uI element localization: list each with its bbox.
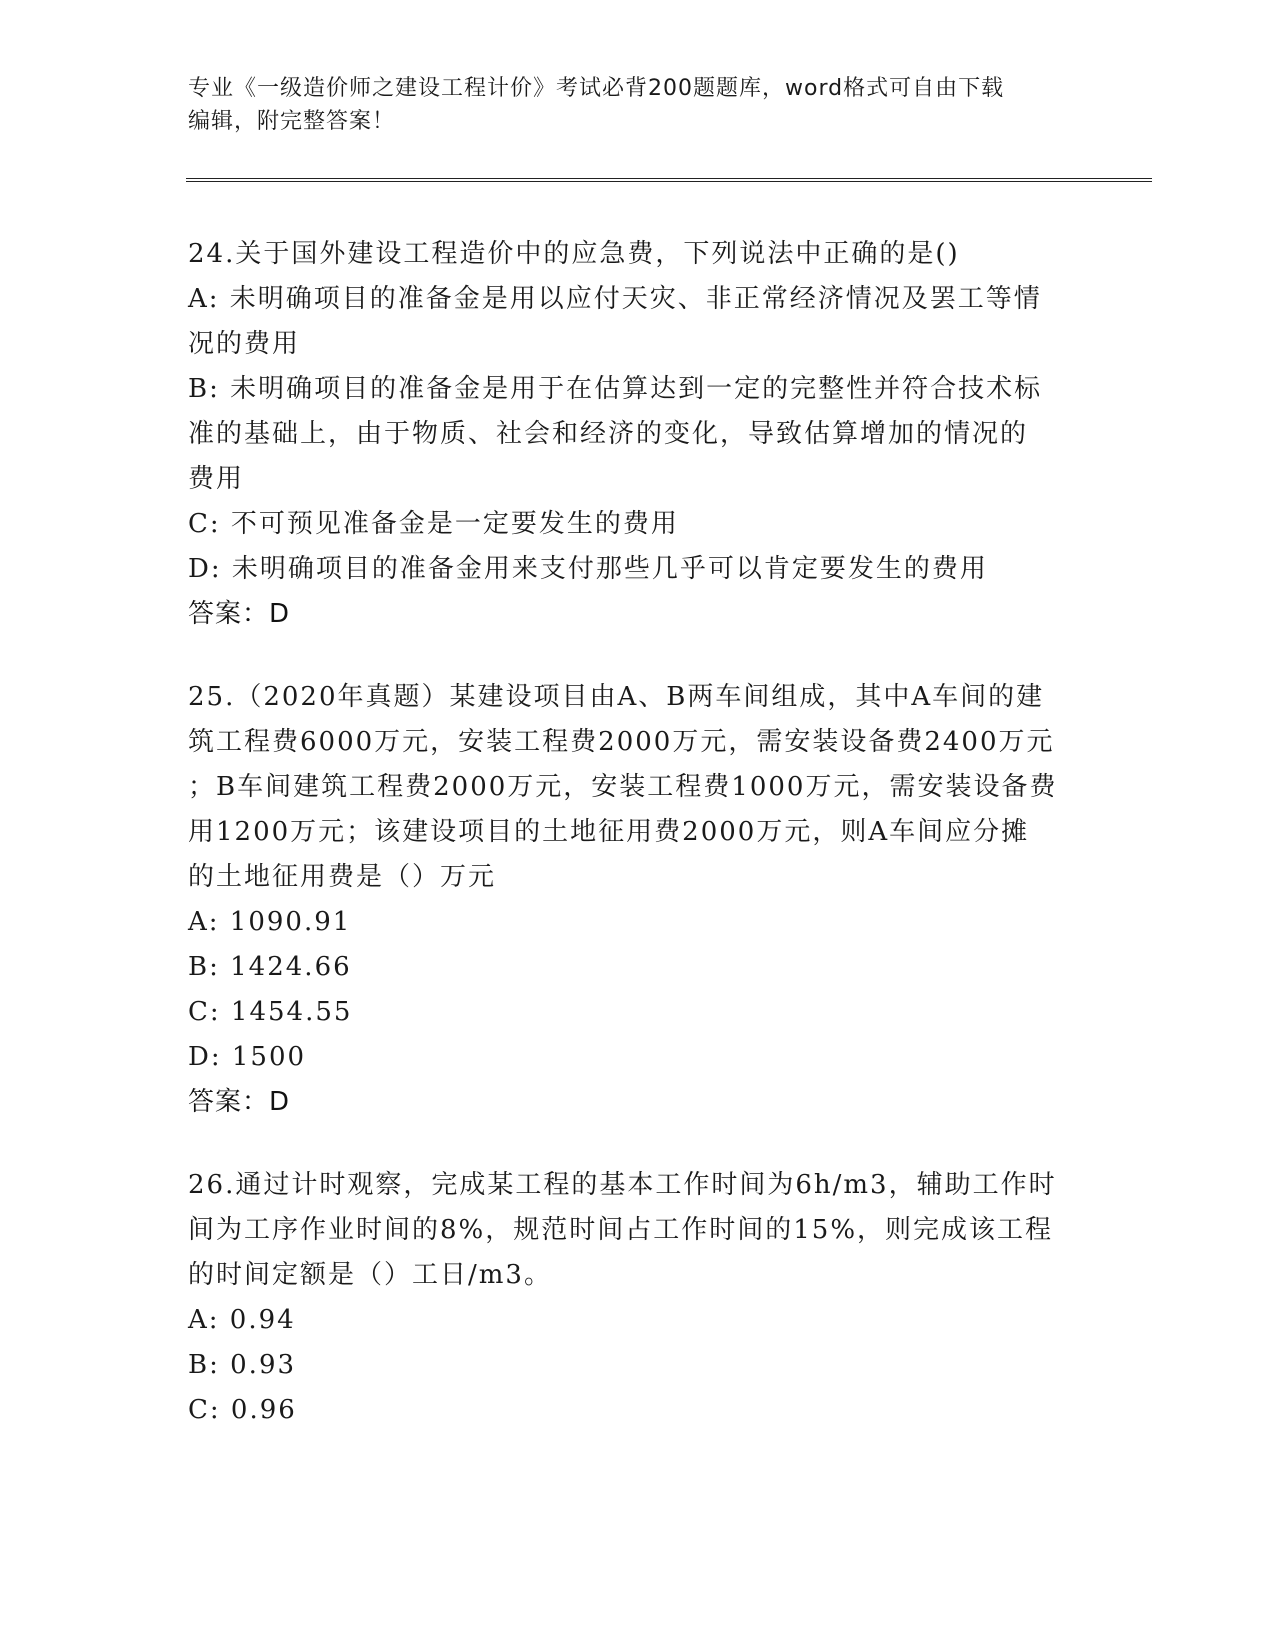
question-25: [188, 675, 1088, 1125]
answer-label: 答案：D: [188, 1087, 291, 1117]
option-c-line: C: 0.96: [188, 1395, 297, 1425]
header-divider: [186, 178, 1152, 182]
option-b-line: B: 未明确项目的准备金是用于在估算达到一定的完整性并符合技术标: [188, 374, 1043, 404]
option-a-line: A: 1090.91: [188, 907, 352, 937]
option-b-line: 准的基础上，由于物质、社会和经济的变化，导致估算增加的情况的: [188, 419, 1029, 449]
question-stem-line: 用1200万元；该建设项目的土地征用费2000万元，则A车间应分摊: [188, 817, 1030, 847]
option-b-line: B: 0.93: [188, 1350, 297, 1380]
option-d-line: D: 未明确项目的准备金用来支付那些几乎可以肯定要发生的费用: [188, 554, 988, 584]
answer-label: 答案：D: [188, 599, 291, 629]
question-stem-line: 26.通过计时观察，完成某工程的基本工作时间为6h/m3，辅助工作时: [188, 1170, 1057, 1200]
option-a-line: A: 0.94: [188, 1305, 296, 1335]
question-stem-line: 筑工程费6000万元，安装工程费2000万元，需安装设备费2400万元: [188, 727, 1055, 757]
question-stem-line: 间为工序作业时间的8%，规范时间占工作时间的15%，则完成该工程: [188, 1215, 1054, 1245]
document-header: [188, 72, 1068, 138]
option-a-line: A: 未明确项目的准备金是用以应付天灾、非正常经济情况及罢工等情: [188, 284, 1042, 314]
option-c-line: C: 1454.55: [188, 997, 353, 1027]
option-b-line: 费用: [188, 464, 245, 494]
option-b-line: B: 1424.66: [188, 952, 352, 982]
header-line-2: 编辑，附完整答案！: [188, 109, 396, 134]
question-stem-line: ；B车间建筑工程费2000万元，安装工程费1000万元，需安装设备费: [188, 772, 1058, 802]
question-stem-line: 的时间定额是（）工日/m3。: [188, 1260, 552, 1290]
question-list: [188, 232, 1088, 1471]
option-d-line: D: 1500: [188, 1042, 307, 1072]
header-line-1: 专业《一级造价师之建设工程计价》考试必背200题题库，word格式可自由下载: [188, 76, 1005, 101]
question-24: [188, 232, 1088, 637]
question-stem-line: 25.（2020年真题）某建设项目由A、B两车间组成，其中A车间的建: [188, 682, 1045, 712]
question-stem-line: 24.关于国外建设工程造价中的应急费，下列说法中正确的是(): [188, 239, 960, 269]
question-26: [188, 1163, 1088, 1433]
option-a-line: 况的费用: [188, 329, 301, 359]
option-c-line: C: 不可预见准备金是一定要发生的费用: [188, 509, 679, 539]
question-stem-line: 的土地征用费是（）万元: [188, 862, 497, 892]
